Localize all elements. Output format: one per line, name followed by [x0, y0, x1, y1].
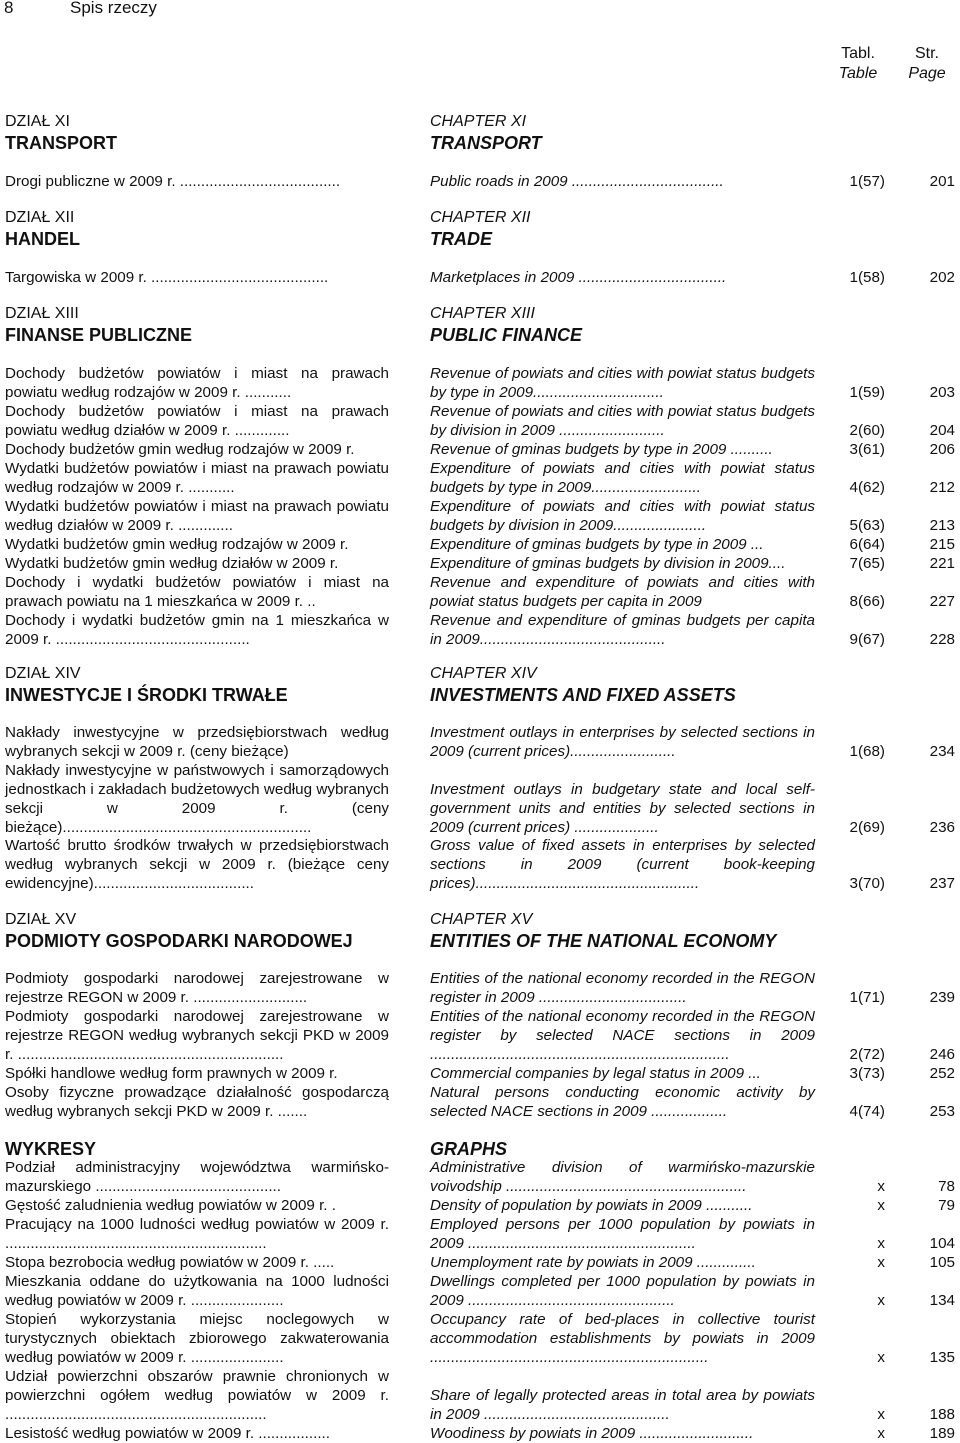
table-column-label-en: Table	[838, 65, 878, 82]
entry-table-number: x	[877, 1197, 885, 1214]
entry-title-pl: Wydatki budżetów powiatów i miast na prawach powiatu według działów w 2009 r. .............	[5, 498, 389, 534]
entry-page-number: 204	[929, 422, 955, 439]
entry-title-en: Employed persons per 1000 population by powiats in 2009 ......................................................	[430, 1216, 815, 1252]
entry-page-number: 236	[929, 819, 955, 836]
entry-title-pl: Wartość brutto środków trwałych w przedsiębiorstwach według wybranych sekcji w 2009 r. (bieżące ceny ewidencyjne)......................................	[5, 837, 389, 892]
entry-page-number: 246	[929, 1046, 955, 1063]
entry-page-number: 105	[929, 1254, 955, 1271]
chapter-number-en: CHAPTER XII	[430, 209, 531, 226]
entry-title-pl: Dochody budżetów powiatów i miast na prawach powiatu według działów w 2009 r. .............	[5, 403, 389, 439]
entry-table-number: 1(58)	[849, 269, 885, 286]
entry-page-number: 212	[929, 479, 955, 496]
page-column-label-pl: Str.	[914, 45, 939, 62]
chapter-heading-pl	[5, 664, 425, 706]
entry-table-number: x	[877, 1425, 885, 1442]
graphs-title-en: GRAPHS	[430, 1139, 508, 1159]
entry-title-pl: Wydatki budżetów powiatów i miast na prawach powiatu według rodzajów w 2009 r. ...........	[5, 460, 389, 496]
chapter-heading-en	[430, 304, 955, 346]
entry-title-pl: Podmioty gospodarki narodowej zarejestrowane w rejestrze REGON według wybranych sekcji PKD w 2009 r. ...............................................................	[5, 1008, 389, 1063]
chapter-name-en: TRANSPORT	[430, 133, 542, 153]
entry-title-en: Revenue of powiats and cities with powiat status budgets by division in 2009 .........................	[430, 403, 815, 439]
entry-title-pl: Pracujący na 1000 ludności według powiatów w 2009 r. ..............................................................	[5, 1216, 389, 1252]
table-column-label-pl: Tabl.	[841, 45, 875, 62]
entry-title-en: Woodiness by powiats in 2009 ...........................	[430, 1425, 754, 1442]
entry-page-number: 135	[929, 1349, 955, 1366]
entry-title-pl: Podział administracyjny województwa warmińsko-mazurskiego ............................................	[5, 1159, 389, 1195]
entry-page-number: 234	[929, 743, 955, 760]
entry-title-pl: Stopa bezrobocia według powiatów w 2009 r. .....	[5, 1254, 335, 1271]
chapter-heading-pl	[5, 304, 425, 346]
entry-title-pl: Udział powierzchni obszarów prawnie chronionych w powierzchni ogółem według powiatów w 2009 r. ..............................................................	[5, 1368, 389, 1423]
entry-title-en: Commercial companies by legal status in 2009 ...	[430, 1065, 761, 1082]
entry-page-number: 188	[929, 1406, 955, 1423]
entry-title-pl: Dochody i wydatki budżetów powiatów i miast na prawach powiatu na 1 mieszkańca w 2009 r. ..	[5, 574, 389, 610]
page-title: Spis rzeczy	[70, 0, 157, 17]
chapter-number-pl: DZIAŁ XIV	[5, 665, 81, 682]
entry-title-pl: Gęstość zaludnienia według powiatów w 2009 r. .	[5, 1197, 336, 1214]
entry-title-pl: Lesistość według powiatów w 2009 r. .................	[5, 1425, 330, 1442]
chapter-heading-en	[430, 208, 955, 250]
entry-title-en: Revenue of gminas budgets by type in 2009 ..........	[430, 441, 773, 458]
entry-page-number: 213	[929, 517, 955, 534]
entry-table-number: 2(72)	[849, 1046, 885, 1063]
chapter-heading-pl	[5, 208, 425, 250]
chapter-number-pl: DZIAŁ XV	[5, 911, 77, 928]
chapter-number-pl: DZIAŁ XI	[5, 113, 70, 130]
entry-table-number: x	[877, 1406, 885, 1423]
entry-title-en: Unemployment rate by powiats in 2009 ..............	[430, 1254, 756, 1271]
entry-title-pl: Targowiska w 2009 r. ..........................................	[5, 269, 329, 286]
entry-page-number: 202	[929, 269, 955, 286]
entry-title-en: Revenue and expenditure of powiats and cities with powiat status budgets per capita in 2009	[430, 574, 815, 610]
entry-page-number: 253	[929, 1103, 955, 1120]
entry-title-en: Public roads in 2009 ....................................	[430, 173, 724, 190]
entry-table-number: 1(68)	[849, 743, 885, 760]
chapter-name-en: INVESTMENTS AND FIXED ASSETS	[430, 685, 736, 705]
entry-table-number: 9(67)	[849, 631, 885, 648]
chapter-heading-pl	[5, 910, 425, 952]
entry-page-number: 221	[929, 555, 955, 572]
entry-title-en: Expenditure of powiats and cities with powiat status budgets by division in 2009......................	[430, 498, 815, 534]
entry-title-pl: Wydatki budżetów gmin według działów w 2009 r.	[5, 555, 339, 572]
entry-page-number: 215	[929, 536, 955, 553]
entry-title-pl: Podmioty gospodarki narodowej zarejestrowane w rejestrze REGON w 2009 r. ...........................	[5, 970, 389, 1006]
graphs-title-pl: WYKRESY	[5, 1139, 97, 1159]
entry-table-number: 1(57)	[849, 173, 885, 190]
entry-page-number: 227	[929, 593, 955, 610]
entry-title-en: Share of legally protected areas in total area by powiats in 2009 ............................................	[430, 1387, 815, 1423]
entry-title-pl: Spółki handlowe według form prawnych w 2009 r.	[5, 1065, 338, 1082]
chapter-heading-en	[430, 910, 955, 952]
entry-table-number: 3(61)	[849, 441, 885, 458]
chapter-name-pl: TRANSPORT	[5, 133, 117, 153]
entry-title-en: Gross value of fixed assets in enterprises by selected sections in 2009 (current book-keeping prices).....................................................	[430, 837, 815, 892]
chapter-heading-en	[430, 112, 955, 154]
entry-page-number: 78	[938, 1178, 955, 1195]
entry-page-number: 252	[929, 1065, 955, 1082]
chapter-name-pl: FINANSE PUBLICZNE	[5, 325, 193, 345]
entry-title-pl: Nakłady inwestycyjne w przedsiębiorstwach według wybranych sekcji w 2009 r. (ceny bieżące)	[5, 724, 389, 760]
entry-title-en: Revenue and expenditure of gminas budgets per capita in 2009............................................	[430, 612, 815, 648]
entry-table-number: 1(71)	[849, 989, 885, 1006]
chapter-heading-en	[430, 664, 955, 706]
entry-page-number: 79	[938, 1197, 955, 1214]
chapter-heading-pl	[5, 112, 425, 154]
entry-title-en: Expenditure of gminas budgets by division in 2009....	[430, 555, 786, 572]
entry-page-number: 206	[929, 441, 955, 458]
entry-table-number: 4(74)	[849, 1103, 885, 1120]
chapter-number-en: CHAPTER XV	[430, 911, 533, 928]
chapter-name-pl: HANDEL	[5, 229, 80, 249]
entry-title-en: Investment outlays in budgetary state and local self-government units and entities by selected sections in 2009 (current prices) ....................	[430, 781, 815, 836]
entry-page-number: 237	[929, 875, 955, 892]
chapter-number-en: CHAPTER XI	[430, 113, 527, 130]
entry-table-number: x	[877, 1235, 885, 1252]
entry-title-en: Occupancy rate of bed-places in collective tourist accommodation establishments by powiats in 2009 ..................................................................	[430, 1311, 815, 1366]
chapter-name-pl: PODMIOTY GOSPODARKI NARODOWEJ	[5, 931, 353, 951]
entry-table-number: x	[877, 1349, 885, 1366]
chapter-name-en: TRADE	[430, 229, 492, 249]
entry-title-pl: Nakłady inwestycyjne w państwowych i samorządowych jednostkach i zakładach budżetowych według wybranych sekcji w 2009 r. (ceny bieżące)...........................................................	[5, 762, 389, 836]
entry-page-number: 189	[929, 1425, 955, 1442]
page-column-label-en: Page	[908, 65, 946, 82]
entry-title-en: Dwellings completed per 1000 population by powiats in 2009 .................................................	[430, 1273, 815, 1309]
entry-title-en: Density of population by powiats in 2009 ...........	[430, 1197, 753, 1214]
graphs-heading-en	[430, 1138, 955, 1160]
entry-table-number: x	[877, 1178, 885, 1195]
chapter-name-en: ENTITIES OF THE NATIONAL ECONOMY	[430, 931, 777, 951]
page-number: 8	[4, 0, 14, 17]
entry-title-en: Revenue of powiats and cities with powiat status budgets by type in 2009...............................	[430, 365, 815, 401]
entry-page-number: 228	[929, 631, 955, 648]
entry-table-number: 7(65)	[849, 555, 885, 572]
entry-table-number: 3(73)	[849, 1065, 885, 1082]
entry-title-en: Entities of the national economy recorded in the REGON register by selected NACE sections in 2009 .......................................................................	[430, 1008, 815, 1063]
entry-page-number: 201	[929, 173, 955, 190]
entry-table-number: 8(66)	[849, 593, 885, 610]
entry-title-en: Natural persons conducting economic activity by selected NACE sections in 2009 ..................	[430, 1084, 815, 1120]
graphs-heading-pl	[5, 1138, 425, 1160]
chapter-name-en: PUBLIC FINANCE	[430, 325, 582, 345]
entry-page-number: 239	[929, 989, 955, 1006]
chapter-number-en: CHAPTER XIV	[430, 665, 537, 682]
entry-page-number: 134	[929, 1292, 955, 1309]
entry-title-en: Expenditure of powiats and cities with powiat status budgets by type in 2009..........................	[430, 460, 815, 496]
page-column-header	[900, 44, 954, 84]
entry-title-pl: Drogi publiczne w 2009 r. ......................................	[5, 173, 341, 190]
entry-table-number: x	[877, 1254, 885, 1271]
table-column-header	[830, 44, 886, 84]
entry-title-en: Expenditure of gminas budgets by type in 2009 ...	[430, 536, 764, 553]
entry-table-number: x	[877, 1292, 885, 1309]
entry-title-en: Entities of the national economy recorded in the REGON register in 2009 ...................................	[430, 970, 815, 1006]
entry-table-number: 1(59)	[849, 384, 885, 401]
entry-title-en: Administrative division of warmińsko-mazurskie voivodship .........................................................	[430, 1159, 815, 1195]
entry-title-en: Investment outlays in enterprises by selected sections in 2009 (current prices).........................	[430, 724, 815, 760]
entry-title-pl: Dochody budżetów powiatów i miast na prawach powiatu według rodzajów w 2009 r. ...........	[5, 365, 389, 401]
chapter-number-en: CHAPTER XIII	[430, 305, 535, 322]
entry-page-number: 203	[929, 384, 955, 401]
chapter-number-pl: DZIAŁ XIII	[5, 305, 79, 322]
entry-table-number: 2(69)	[849, 819, 885, 836]
entry-title-en: Marketplaces in 2009 ...................................	[430, 269, 727, 286]
entry-table-number: 6(64)	[849, 536, 885, 553]
entry-table-number: 3(70)	[849, 875, 885, 892]
entry-table-number: 4(62)	[849, 479, 885, 496]
entry-title-pl: Stopień wykorzystania miejsc noclegowych w turystycznych obiektach zbiorowego zakwaterowania według powiatów w 2009 r. ......................	[5, 1311, 389, 1366]
entry-title-pl: Wydatki budżetów gmin według rodzajów w 2009 r.	[5, 536, 349, 553]
entry-title-pl: Osoby fizyczne prowadzące działalność gospodarczą według wybranych sekcji PKD w 2009 r. .......	[5, 1084, 389, 1120]
entry-title-pl: Dochody i wydatki budżetów gmin na 1 mieszkańca w 2009 r. ..............................................	[5, 612, 389, 648]
chapter-number-pl: DZIAŁ XII	[5, 209, 75, 226]
chapter-name-pl: INWESTYCJE I ŚRODKI TRWAŁE	[5, 685, 288, 705]
entry-title-pl: Dochody budżetów gmin według rodzajów w 2009 r.	[5, 441, 355, 458]
entry-title-pl: Mieszkania oddane do użytkowania na 1000 ludności według powiatów w 2009 r. ......................	[5, 1273, 389, 1309]
entry-table-number: 5(63)	[849, 517, 885, 534]
entry-page-number: 104	[929, 1235, 955, 1252]
entry-table-number: 2(60)	[849, 422, 885, 439]
